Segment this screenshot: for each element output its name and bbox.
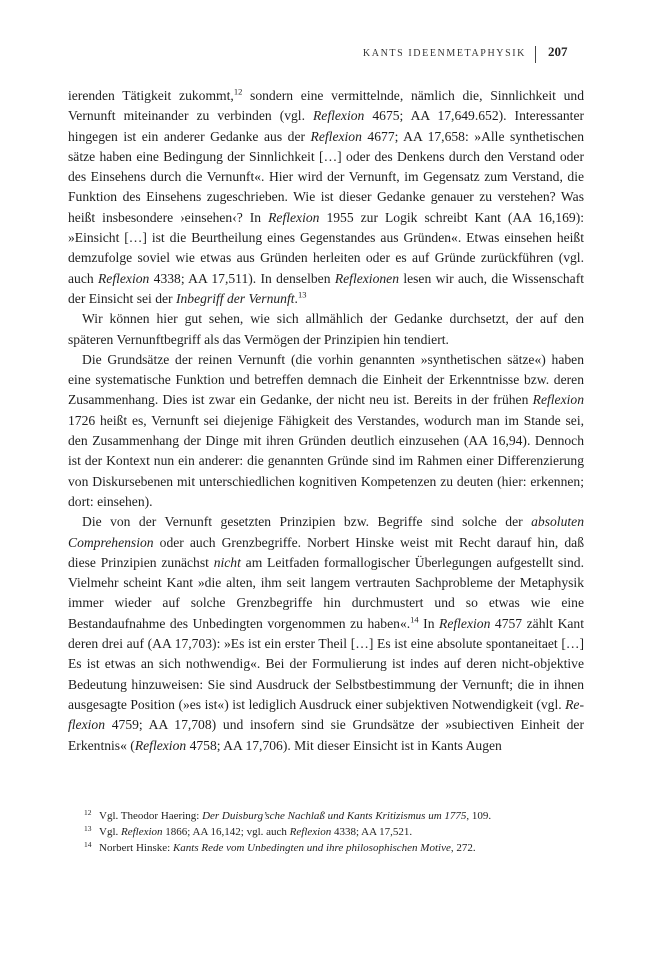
text-run: 4338; AA 17,511). In denselben: [149, 270, 335, 286]
italic-text: Inbegriff der Vernunft: [175, 290, 295, 306]
text-run: Wir können hier gut sehen, wie sich allmählich der Gedanke durchsetzt, der auf den späteren Vernunftbegriff als das Vermögen der Prinzipien hin tendiert.: [68, 311, 584, 347]
italic-text: Reflexion: [134, 737, 187, 753]
text-run: oder auch Grenzbegriffe. Norbert Hinske weist mit Recht darauf hin, daß diese Prinzipien zunächst: [68, 534, 584, 570]
running-header: [0, 44, 650, 66]
text-run: 4338; AA 17,521.: [331, 826, 413, 838]
text-run: Norbert Hinske:: [99, 842, 173, 854]
paragraph: [68, 86, 584, 309]
footnote-number: 13: [84, 824, 92, 833]
italic-text: Reflexion: [121, 826, 163, 838]
text-run: lesen wir auch, die Wissenschaft der Einsicht sei der: [68, 270, 584, 306]
italic-text: Reflexion: [313, 108, 365, 124]
italic-text: Reflexion: [289, 826, 332, 838]
text-run: , 109.: [466, 810, 492, 822]
italic-text: absoluten Comprehension: [68, 514, 584, 550]
text-run: ierenden Tätigkeit zukommt,: [68, 88, 234, 103]
text-run: 4677; AA 17,658: »Alle synthetischen sätze haben eine Bedingung der Sinnlichkeit […] oder des Denkens durch den Verstand oder des Einsehens durch die Vernunft«. Hier wird der Vernunft, im Gegensatz zum Verstand, die Funktion des Einsehens zugeschrieben. Wie ist dieser Gedanke genauer zu verstehen? Was heißt insbesondere ›einsehen‹? In: [68, 128, 585, 225]
text-run: Vgl.: [99, 826, 121, 838]
italic-text: Kants Rede vom Unbedingten und ihre philosophischen Motive: [172, 842, 451, 854]
header-divider: [535, 46, 536, 63]
footnote-number: 12: [84, 808, 92, 817]
footnotes: [84, 808, 584, 856]
italic-text: Reflexion: [268, 209, 320, 225]
italic-text: Reflexion: [532, 392, 584, 408]
italic-text: Der Duisburg’sche Nachlaß und Kants Kritizismus um 1775: [202, 810, 467, 822]
footnote-ref: 14: [410, 614, 419, 625]
running-title: KANTS IDEENMETAPHYSIK: [362, 48, 526, 59]
text-run: .: [294, 290, 298, 306]
text-run: Vgl. Theodor Haering:: [99, 810, 203, 822]
body-text: [68, 86, 584, 756]
text-run: 1866; AA 16,142; vgl. auch: [162, 826, 290, 838]
text-run: 1726 heißt es, Vernunft sei diejenige Fähigkeit des Verstandes, wodurch man im Stande sei, den Zusammenhang der Dinge mit ihren Gründen deutlich einzusehen (AA 16,94). Dennoch ist der Kontext nun ein anderer: die genannten Gründe sind im Rahmen einer Differenzierung von Diskursebenen mit unterschiedlichen kognitiven Kompetenzen zu deuten (hier: erkennen; dort: einsehen).: [68, 412, 584, 509]
text-run: Die Grundsätze der reinen Vernunft (die vorhin genannten »synthetischen sätze«) haben eine systematische Funktion und betreffen demnach die Einheit der Erkenntnisse bzw. deren Zusammenhang. Dies ist zwar ein Gedanke, der nicht neu ist. Bereits in der frühen: [68, 351, 584, 408]
text-run: 4675; AA 17,649.652). Interessanter hingegen ist ein anderer Gedanke aus der: [68, 108, 584, 144]
italic-text: Reflexion: [310, 128, 362, 144]
text-run: 4759; AA 17,708) und insofern sind sie Grundsätze der »subiectiven Einheit der Erkentnis« (: [68, 717, 584, 753]
italic-text: Reflexionen: [334, 270, 399, 286]
italic-text: Reflexion: [97, 270, 150, 286]
footnote-ref: 12: [233, 86, 243, 97]
text-run: 4758; AA 17,706). Mit dieser Einsicht ist in Kants Augen: [186, 737, 502, 753]
page-number: 207: [548, 44, 568, 59]
paragraph: [68, 350, 584, 512]
text-run: am Leitfaden formallogischer Überlegungen aufgestellt sind. Vielmehr scheint Kant »die alten, ihm seit langem vertrauten Sachprobleme der Metaphysik immer wieder auf solche Grenzbegriffe hin durchmustert und so etwas wie eine Bestandaufnahme des Unbedingten vorgenommen zu haben«.: [68, 554, 584, 631]
italic-text: nicht: [213, 554, 241, 570]
italic-text: Reflexion: [68, 696, 584, 733]
footnote: [84, 824, 584, 840]
text-run: In: [418, 615, 440, 631]
footnote-ref: 13: [297, 289, 307, 300]
footnote: [84, 840, 584, 856]
italic-text: Reflexion: [439, 615, 491, 631]
paragraph: [68, 309, 584, 350]
text-run: sondern eine vermittelnde, nämlich die, Sinnlichkeit und Vernunft miteinander zu verbinden (vgl.: [68, 88, 584, 124]
footnote: [84, 808, 584, 824]
text-run: , 272.: [450, 842, 476, 854]
footnote-number: 14: [84, 840, 92, 849]
text-run: 1955 zur Logik schreibt Kant (AA 16,169): »Einsicht […] ist die Beurtheilung eines Gegenstandes aus Gründen«. Etwas einsehen heißt demzufolge soviel wie etwas aus Gründen herleiten oder es auf Gründe zurückführen (vgl. auch: [68, 209, 584, 286]
text-run: Die von der Vernunft gesetzten Prinzipien bzw. Begriffe sind solche der: [82, 514, 532, 530]
text-run: 4757 zählt Kant deren drei auf (AA 17,703): »Es ist ein erster Theil […] Es ist eine absolute spontaneitaet […] Es ist etwas an sich nothwendig«. Bei der Formulierung ist indes auf deren nicht-objektive Bedeutung hinzuweisen: Sie sind Ausdruck der Selbstbestimmung der Vernunft; die in ihnen ausgesagte Position (»es ist«) ist lediglich Ausdruck einer subjektiven Notwendigkeit (vgl.: [68, 615, 584, 712]
paragraph: [68, 512, 584, 756]
